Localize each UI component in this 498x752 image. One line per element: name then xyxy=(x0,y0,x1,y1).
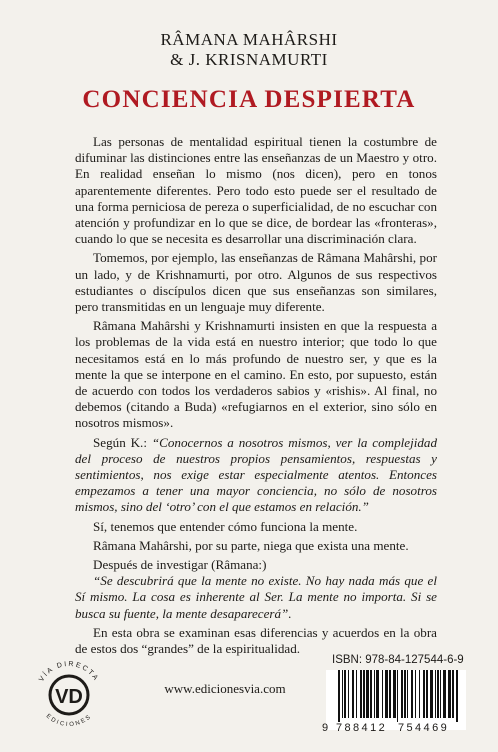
quote-lead: Según K.: xyxy=(93,434,152,450)
paragraph-4 xyxy=(75,435,437,516)
barcode-digits-right: 754469 xyxy=(398,722,450,734)
barcode-bar xyxy=(393,670,396,718)
paragraph-1: Las personas de mentalidad espiritual tienen la costumbre de difuminar las distinciones entre las enseñanzas de un Maestro y otro. En realidad enseñan lo mismo (nos dicen), pero en tonos aparentemente diferentes. Pero todo esto puede ser el resultado de una forma perniciosa de pereza o superficialidad, de no escuchar con atención y profundizar en lo que se dice, de bordear las «fronteras», cuando lo que se necesita es desarrollar una discriminación clara. xyxy=(75,134,437,247)
svg-text:VÍA DIRECTA xyxy=(38,661,100,683)
barcode xyxy=(326,670,466,730)
logo-ring-bottom: EDICIONES xyxy=(44,713,94,729)
publisher-url: www.edicionesvia.com xyxy=(164,681,286,696)
ramana-quote: “Se descubrirá que la mente no existe. No hay nada más que el Sí mismo. La cosa es inherente al Ser. La mente no importa. Si se busca su fuente, la mente desaparecerá”. xyxy=(75,573,437,621)
barcode-bar xyxy=(348,670,349,718)
logo-ring-top: VÍA DIRECTA xyxy=(38,660,100,684)
barcode-bar xyxy=(385,670,388,718)
paragraph-5: Sí, tenemos que entender cómo funciona la mente. xyxy=(93,518,358,534)
barcode-bar xyxy=(374,670,375,718)
barcode-bar xyxy=(423,670,425,718)
barcode-bar xyxy=(352,670,354,718)
barcode-bar xyxy=(437,670,439,718)
barcode-bar xyxy=(382,670,383,718)
barcode-bar xyxy=(440,670,441,718)
barcode-bar xyxy=(360,670,362,718)
author-line-2: & J. KRISNAMURTI xyxy=(170,50,328,69)
paragraph-3: Râmana Mahârshi y Krishnamurti insisten en que la respuesta a los problemas de la vida está en nuestro interior; que todo lo que necesitamos está en lo más profundo de nuestro ser, y que es la mente la que se interpone en el camino. En esto, por supuesto, están de acuerdo con todos los verdaderos sabios y «rishis». Al final, no debemos (citando a Buda) «refugiarnos en el exterior, sino sólo en nosotros mismos». xyxy=(75,318,437,431)
paragraph-9: En esta obra se examinan esas diferencias y acuerdos en la obra de estos dos “grandes” de la espiritualidad. xyxy=(75,624,437,657)
barcode-bar xyxy=(443,670,446,718)
barcode-bar xyxy=(415,670,416,718)
barcode-bar xyxy=(338,670,340,722)
barcode-bar xyxy=(430,670,433,718)
barcode-bar xyxy=(356,670,357,718)
isbn-label: ISBN: 978-84-127544-6-9 xyxy=(332,654,464,666)
svg-text:EDICIONES xyxy=(45,713,94,728)
barcode-bar xyxy=(344,670,346,718)
book-title: CONCIENCIA DESPIERTA xyxy=(82,86,416,113)
logo-mark: VD xyxy=(55,686,83,708)
barcode-bar xyxy=(397,670,398,722)
barcode-bar xyxy=(376,670,379,718)
barcode-bar xyxy=(411,670,413,718)
barcode-bar xyxy=(448,670,451,718)
author-line-1: RÂMANA MAHÂRSHI xyxy=(160,30,338,49)
barcode-bar xyxy=(426,670,428,718)
barcode-bar xyxy=(389,670,391,718)
barcode-bar xyxy=(404,670,406,718)
paragraph-6: Râmana Mahârshi, por su parte, niega que exista una mente. xyxy=(93,537,409,553)
barcode-digit-lead: 9 xyxy=(322,722,329,734)
paragraph-2: Tomemos, por ejemplo, las enseñanzas de Râmana Mahârshi, por un lado, y de Krishnamurti, por otro. Algunos de sus respectivos estudiantes o discípulos dicen que sus enseñanzas son similares, pero transmitidas en un lenguaje muy diferente. xyxy=(75,250,437,315)
barcode-bar xyxy=(419,670,420,718)
barcode-digits-left: 788412 xyxy=(336,722,388,734)
barcode-bar xyxy=(407,670,408,718)
paragraph-7: Después de investigar (Râmana:) xyxy=(93,557,267,573)
publisher-logo xyxy=(27,652,111,736)
barcode-bar xyxy=(366,670,369,718)
barcode-bar xyxy=(370,670,372,718)
barcode-bar xyxy=(363,670,365,718)
barcode-bar xyxy=(452,670,454,718)
krishnamurti-quote: “Conocernos a nosotros mismos, ver la complejidad del proceso de nuestros propios pensamientos, respuestas y sentimientos, nos exige estar especialmente atentos. Entonces empezamos a tener una mayor conciencia, no sólo de nosotros mismos, sino del ‘otro’ con el que estamos en relación.” xyxy=(75,434,437,515)
barcode-bar xyxy=(435,670,436,718)
barcode-bar xyxy=(401,670,403,718)
barcode-bar xyxy=(456,670,458,722)
synopsis-body xyxy=(75,134,437,657)
barcode-bar xyxy=(342,670,343,718)
barcode-digits xyxy=(322,722,472,734)
